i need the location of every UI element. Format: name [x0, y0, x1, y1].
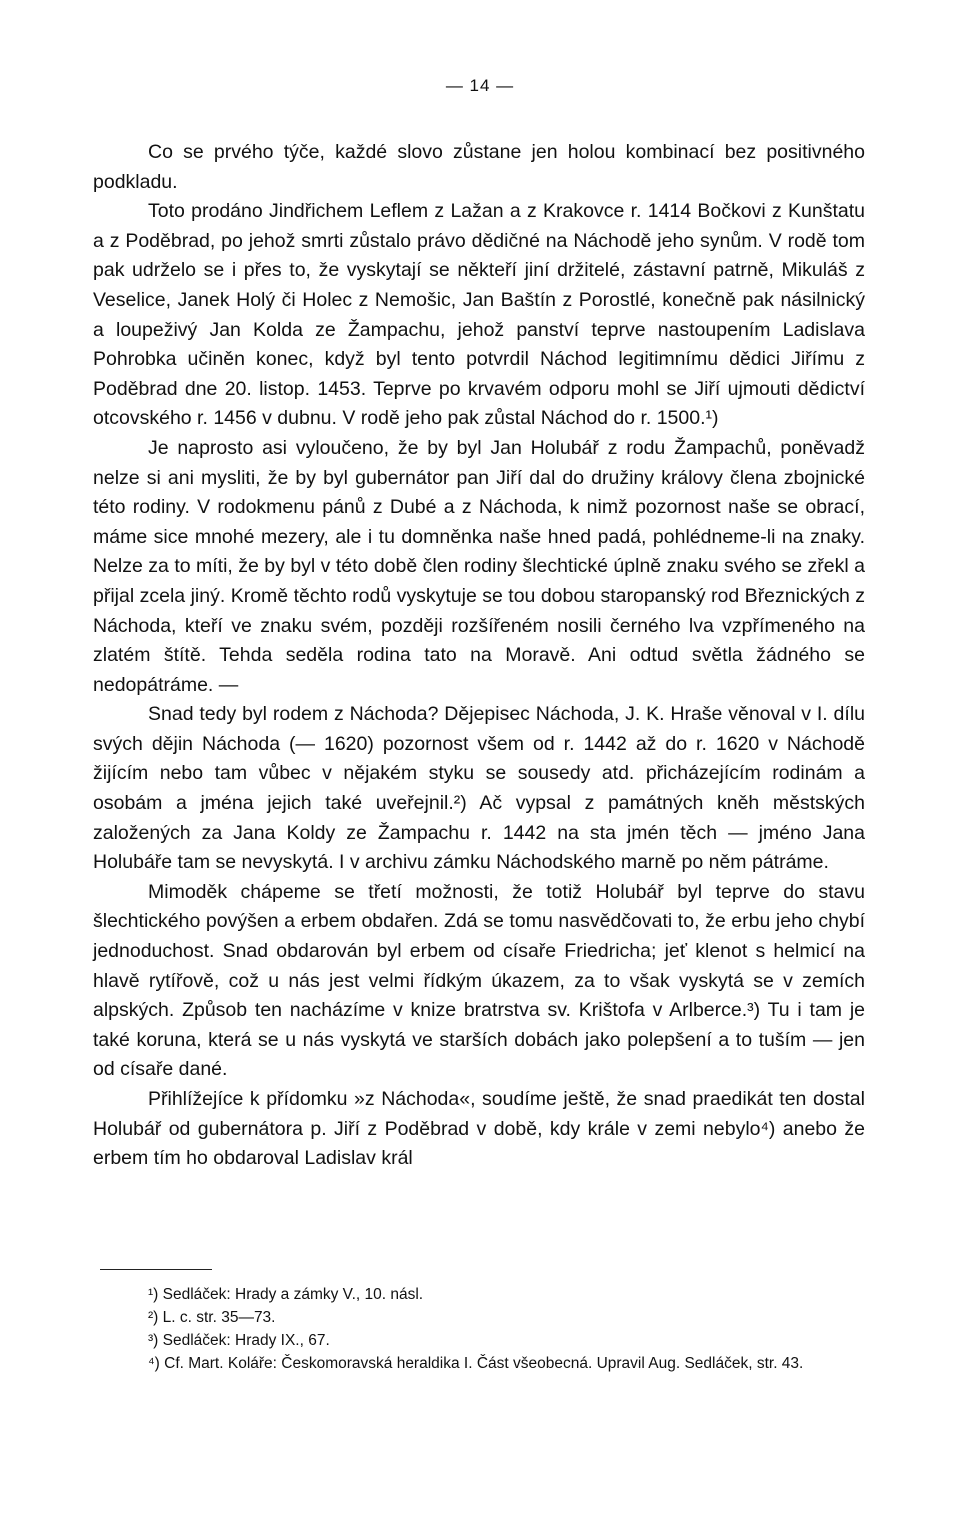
footnote-divider	[100, 1269, 212, 1270]
paragraph: Mimoděk chápeme se třetí možnosti, že totiž Holubář byl teprve do stavu šlechtického povýšen a erbem obdařen. Zdá se tomu nasvědčovati to, že erbu jeho chybí jednoduchost. Snad obdarován byl erbem od císaře Friedricha; jeť klenot s helmicí na hlavě rytířově, což u nás jest velmi řídkým úkazem, za to však vyskytá se v zemích alpských. Způsob ten nacházíme v knize bratrstva sv. Krištofa v Arlberce.³) Tu i tam je také koruna, která se u nás vyskytá ve starších dobách jako polepšení a to tuším — jen od císaře dané.	[93, 880, 865, 1081]
paragraph: Toto prodáno Jindřichem Leflem z Lažan a z Krakovce r. 1414 Bočkovi z Kunštatu a z Poděbrad, po jehož smrti zůstalo právo dědičné na Náchodě jeho synům. V rodě tom pak udrželo se i přes to, že vyskytají se někteří jiní držitelé, zástavní patrně, Mikuláš z Veselice, Janek Holý či Holec z Nemošic, Jan Baštín z Porostlé, konečně pak násilnický a loupeživý Jan Kolda ze Žampachu, jehož panství teprve nastoupením Ladislava Pohrobka učiněn konec, když byl tento potvrdil Náchod legitimnímu dědici Jiřímu z Poděbrad dne 20. listop. 1453. Teprve po krvavém odporu mohl se Jiří ujmouti dědictví otcovského r. 1456 v dubnu. V rodě jeho pak zůstal Náchod do r. 1500.¹)	[93, 200, 865, 430]
paragraph: Co se prvého týče, každé slovo zůstane jen holou kombinací bez positivného podkladu.	[93, 141, 865, 193]
page-number: — 14 —	[445, 76, 515, 95]
paragraph: Snad tedy byl rodem z Náchoda? Dějepisec Náchoda, J. K. Hraše věnoval v I. dílu svých dějin Náchoda (— 1620) pozornost všem od r. 1442 až do r. 1620 v Náchodě žijícím nebo tam vůbec v nějakém styku se sousedy atd. přicházejícím rodinám a osobám a jména jejich také uveřejnil.²) Ač vypsal z památných kněh městských založených za Jana Koldy ze Žampachu r. 1442 na sta jmén těch — jméno Jana Holubáře tam se nevyskytá. I v archivu zámku Náchodského marně po něm pátráme.	[93, 703, 865, 874]
body-text	[93, 138, 865, 1174]
footnotes	[93, 1283, 865, 1375]
footnote: ¹) Sedláček: Hrady a zámky V., 10. násl.	[148, 1286, 424, 1303]
paragraph: Je naprosto asi vyloučeno, že by byl Jan Holubář z rodu Žampachů, poněvadž nelze si ani mysliti, že by byl gubernátor pan Jiří dal do družiny královy člena zbojnické této rodiny. V rodokmenu pánů z Dubé a z Náchoda, k nimž pozornost naše se obrací, máme sice mnohé mezery, ale i tu domněnka naše hned padá, pohlédneme-li na znaky. Nelze za to míti, že by byl v této době člen rodiny šlechtické úplně znaku svého se zřekl a přijal zcela jiný. Kromě těchto rodů vyskytuje se tou dobou staropanský rod Březnických z Náchoda, kteří ve znaku svém, později rozšířeném nosili černého lva vzpřímeného na zlatém štítě. Tehda seděla rodina tato na Moravě. Ani odtud světla žádného se nedopátráme. —	[93, 436, 865, 696]
paragraph: Přihlížejíce k přídomku »z Náchoda«, soudíme ještě, že snad praedikát ten dostal Holubář od gubernátora p. Jiří z Poděbrad v době, kdy krále v zemi nebylo⁴) anebo že erbem tím ho obdaroval Ladislav král	[93, 1088, 865, 1170]
footnote: ⁴) Cf. Mart. Koláře: Českomoravská heraldika I. Část všeobecná. Upravil Aug. Sedláček, str. 43.	[148, 1355, 804, 1372]
footnote: ²) L. c. str. 35—73.	[148, 1309, 276, 1326]
footnote: ³) Sedláček: Hrady IX., 67.	[148, 1332, 330, 1349]
